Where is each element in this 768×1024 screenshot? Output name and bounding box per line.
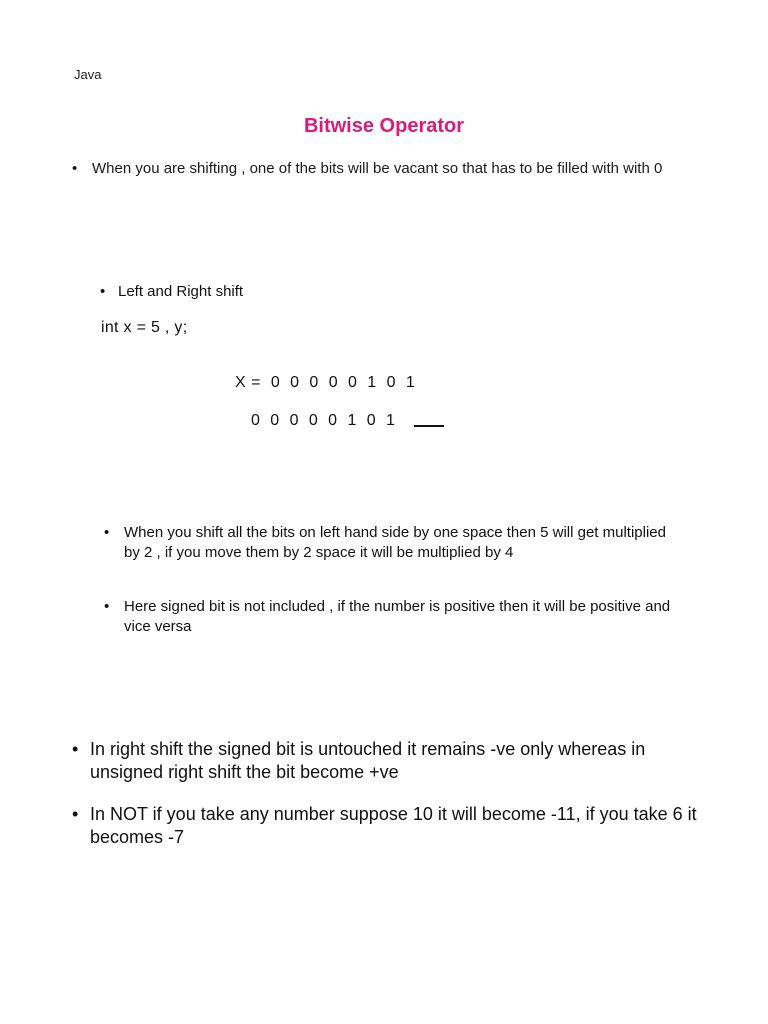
- bullet-icon: •: [72, 160, 78, 177]
- blank-slot-line: [414, 425, 444, 427]
- note-text: In NOT if you take any number suppose 10 it will become -11, if you take 6 it becomes -7: [90, 804, 697, 847]
- list-item-shift-heading: [100, 282, 600, 301]
- bullet-icon: •: [100, 283, 106, 300]
- document-header-label: Java: [74, 67, 102, 82]
- code-declaration: int x = 5 , y;: [101, 319, 188, 336]
- list-item-not-note: [72, 803, 712, 849]
- list-item-left-shift-note: [104, 523, 684, 562]
- bullet-icon: •: [72, 739, 79, 759]
- bullet-icon: •: [104, 524, 110, 541]
- note-text: When you are shifting , one of the bits will be vacant so that has to be filled with with 0: [92, 160, 663, 177]
- list-item-shifting-vacancy: [72, 159, 712, 178]
- binary-row-shifted: 0 0 0 0 0 1 0 1: [251, 412, 396, 429]
- section-heading: Left and Right shift: [118, 283, 244, 300]
- list-item-signed-bit-note: [104, 597, 684, 636]
- note-text: In right shift the signed bit is untouched it remains -ve only whereas in unsigned right shift the bit become +ve: [90, 739, 646, 782]
- note-text: Here signed bit is not included , if the number is positive then it will be positive and vice versa: [124, 598, 671, 635]
- binary-row-x: X = 0 0 0 0 0 1 0 1: [235, 374, 416, 391]
- bullet-icon: •: [104, 598, 110, 615]
- list-item-right-shift-note: [72, 738, 712, 784]
- note-text: When you shift all the bits on left hand side by one space then 5 will get multiplied by 2 , if you move them by 2 space it will be multiplied by 4: [124, 524, 666, 561]
- page-title: Bitwise Operator: [303, 115, 465, 137]
- bullet-icon: •: [72, 804, 79, 824]
